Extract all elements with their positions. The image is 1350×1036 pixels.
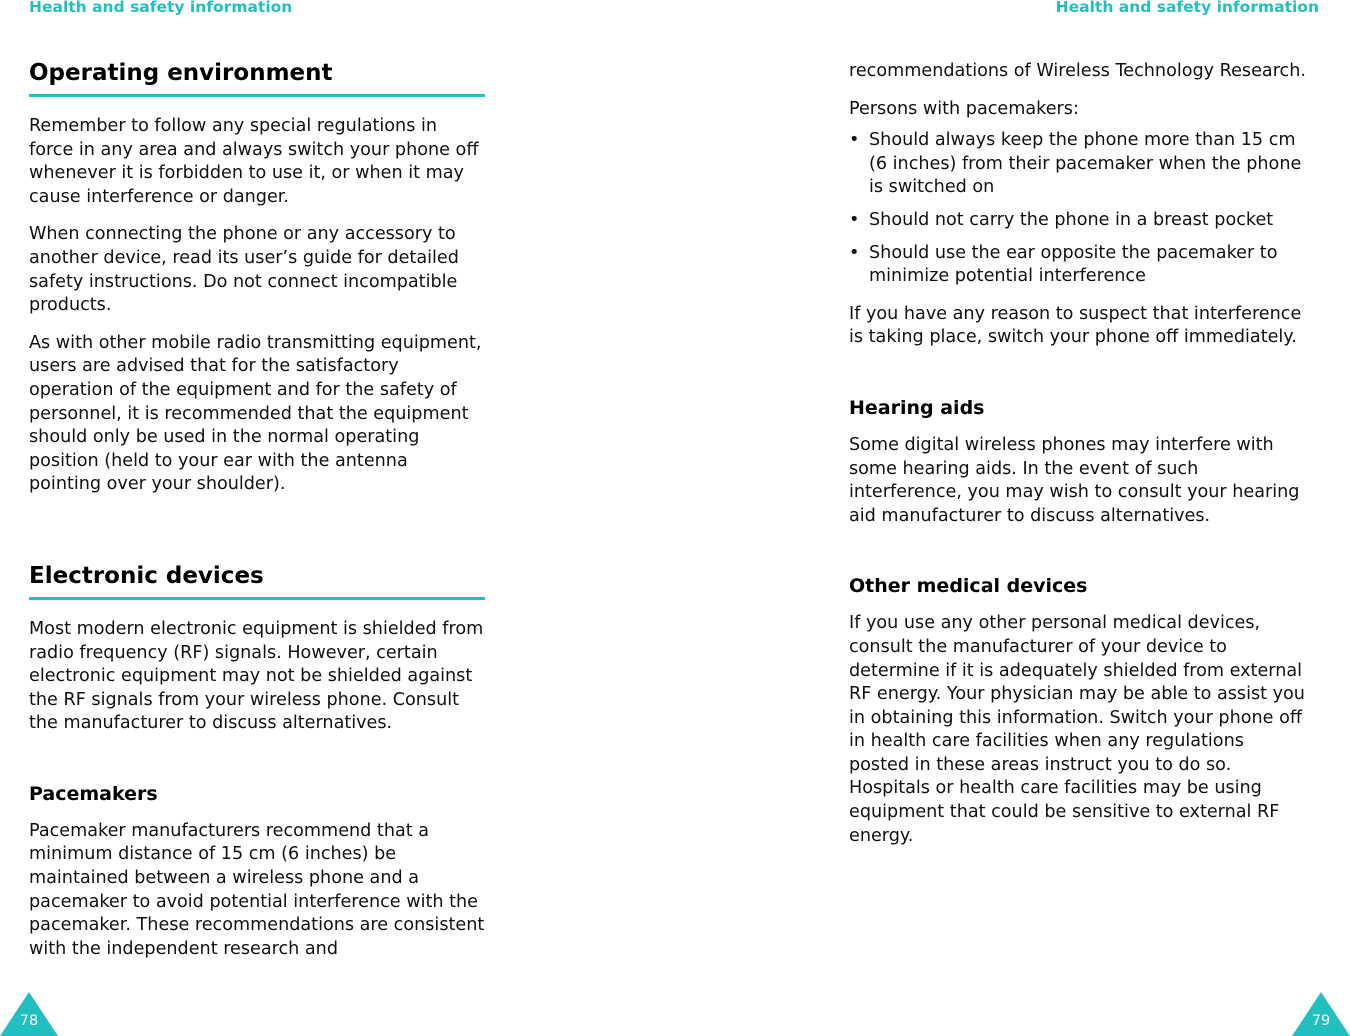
paragraph: Some digital wireless phones may interfere with some hearing aids. In the event of such interference, you may wish to consult your hearing aid manufacturer to discuss alternatives. bbox=[849, 434, 1300, 526]
heading-hearing-aids: Hearing aids bbox=[849, 396, 985, 419]
paragraph-continued: recommendations of Wireless Technology Research. bbox=[849, 61, 1306, 81]
paragraph: Pacemaker manufacturers recommend that a minimum distance of 15 cm (6 inches) be maintained between a wireless phone and a pacemaker to avoid potential interference with the pacemaker. These recommendations are consistent with the independent research and bbox=[29, 820, 485, 959]
pacemaker-bullet-list bbox=[849, 129, 1309, 289]
heading-operating-environment: Operating environment bbox=[29, 56, 485, 97]
left-page-column bbox=[29, 56, 485, 975]
running-header-left: Health and safety information bbox=[29, 0, 293, 16]
paragraph: If you use any other personal medical devices, consult the manufacturer of your device to determine if it is adequately shielded from external RF energy. Your physician may be able to assist you in obtaining this information. Switch your phone off in health care facilities when any regulations posted in these areas instruct you to do so. Hospitals or health care facilities may be using equipment that could be sensitive to external RF energy. bbox=[849, 613, 1305, 846]
heading-other-medical-devices: Other medical devices bbox=[849, 575, 1088, 598]
heading-pacemakers: Pacemakers bbox=[29, 782, 158, 805]
right-page-column bbox=[849, 60, 1309, 862]
paragraph: If you have any reason to suspect that interference is taking place, switch your phone off immediately. bbox=[849, 303, 1302, 348]
paragraph: When connecting the phone or any accessory to another device, read its user’s guide for detailed safety instructions. Do not connect incompatible products. bbox=[29, 224, 459, 316]
persons-intro: Persons with pacemakers: bbox=[849, 98, 1079, 119]
paragraph: Remember to follow any special regulations in force in any area and always switch your phone off whenever it is forbidden to use it, or when it may cause interference or danger. bbox=[29, 116, 479, 207]
list-item: • Should not carry the phone in a breast pocket bbox=[849, 209, 1309, 233]
list-item: • Should use the ear opposite the pacemaker to minimize potential interference bbox=[849, 242, 1278, 287]
heading-electronic-devices: Electronic devices bbox=[29, 559, 485, 600]
bullet-icon: • bbox=[849, 209, 860, 230]
list-item: • Should always keep the phone more than 15 cm (6 inches) from their pacemaker when the phone is switched on bbox=[849, 130, 1302, 198]
paragraph: Most modern electronic equipment is shielded from radio frequency (RF) signals. However, certain electronic equipment may not be shielded against the RF signals from your wireless phone. Consult the manufacturer to discuss alternatives. bbox=[29, 618, 484, 734]
bullet-icon: • bbox=[849, 130, 860, 151]
bullet-icon: • bbox=[849, 242, 860, 263]
running-header-right: Health and safety information bbox=[1055, 0, 1319, 16]
paragraph: As with other mobile radio transmitting equipment, users are advised that for the satisfactory operation of the equipment and for the safety of personnel, it is recommended that the equipment should only be used in the normal operating position (held to your ear with the antenna pointing over your shoulder). bbox=[29, 332, 482, 495]
